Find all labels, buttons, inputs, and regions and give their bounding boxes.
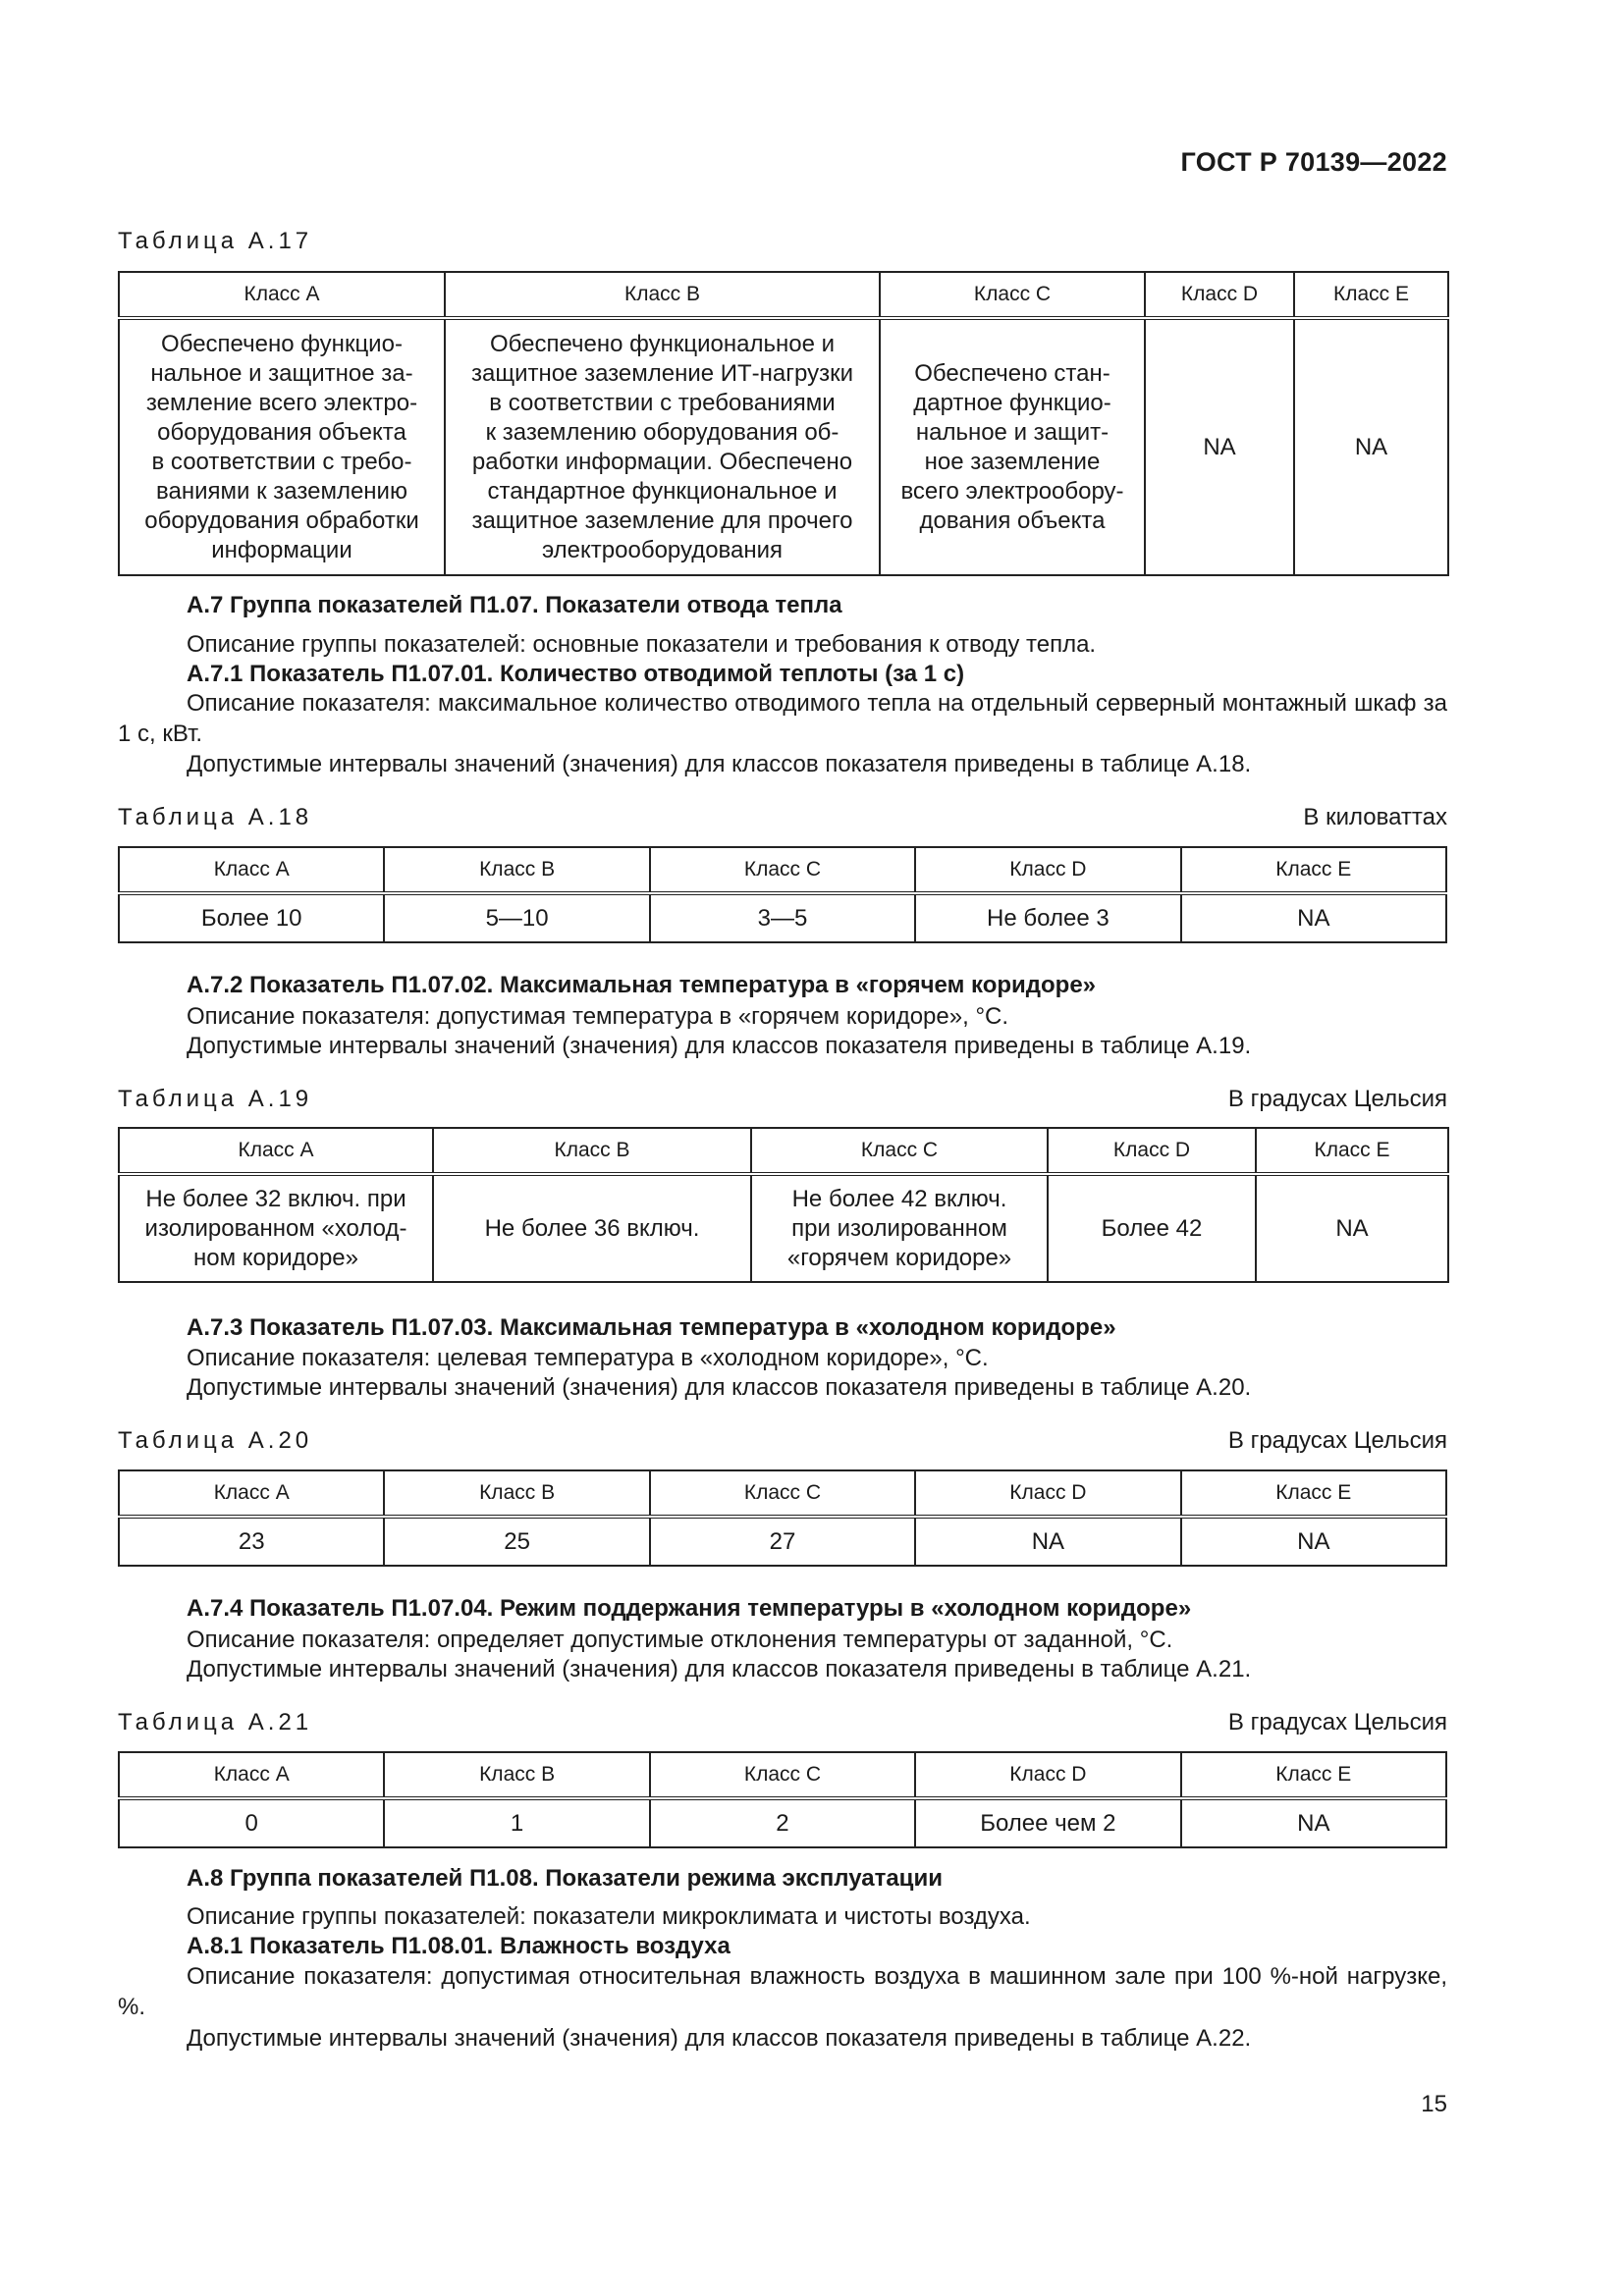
col-header: Класс E [1181, 847, 1446, 893]
table-cell: Не более 3 [915, 893, 1180, 942]
table-cell: Обеспечено функцио- нальное и защитное за- земление всего электро- оборудования объекта в соответствии с требо- ваниями к заземлению оборудования обработки информации [119, 318, 445, 575]
table-cell: Не более 32 включ. при изолированном «холод- ном коридоре» [119, 1174, 433, 1282]
col-header: Класс D [915, 847, 1180, 893]
table-a20-caption-row [118, 1427, 1447, 1455]
col-header: Класс B [445, 272, 880, 318]
col-header: Класс B [384, 1470, 649, 1517]
table-cell: 3—5 [650, 893, 915, 942]
col-header: Класс A [119, 1752, 384, 1798]
paragraph: Описание показателя: целевая температура в «холодном коридоре», °С. [187, 1345, 989, 1371]
table-caption: Таблица А.18 [118, 804, 313, 830]
table-unit: В градусах Цельсия [1227, 1086, 1447, 1112]
col-header: Класс B [384, 1752, 649, 1798]
col-header: Класс A [119, 272, 445, 318]
col-header: Класс E [1256, 1128, 1448, 1174]
paragraph: Допустимые интервалы значений (значения) для классов показателя приведены в таблице А.20. [187, 1374, 1252, 1401]
table-row [119, 1798, 1446, 1847]
section-title-a8: А.8 Группа показателей П1.08. Показатели режима эксплуатации [187, 1865, 943, 1892]
table-header-row [119, 847, 1446, 893]
table-a21-caption-row [118, 1709, 1447, 1736]
paragraph: Описание группы показателей: основные показатели и требования к отводу тепла. [187, 631, 1097, 658]
table-cell: NA [1181, 1798, 1446, 1847]
table-cell: 25 [384, 1517, 649, 1566]
table-cell: NA [1181, 893, 1446, 942]
table-cell: 1 [384, 1798, 649, 1847]
paragraph: Описание показателя: максимальное количество отводимого тепла на отдельный серверный монтажный шкаф за 1 с, кВт. [118, 690, 1447, 747]
table-caption: Таблица А.21 [118, 1709, 313, 1735]
col-header: Класс E [1181, 1752, 1446, 1798]
table-cell: 27 [650, 1517, 915, 1566]
table-a20 [118, 1469, 1447, 1567]
paragraph: Допустимые интервалы значений (значения) для классов показателя приведены в таблице А.19. [187, 1033, 1252, 1059]
page-number: 15 [1421, 2091, 1447, 2117]
col-header: Класс C [650, 1752, 915, 1798]
table-cell: NA [915, 1517, 1180, 1566]
table-cell: 23 [119, 1517, 384, 1566]
col-header: Класс A [119, 847, 384, 893]
col-header: Класс C [880, 272, 1145, 318]
section-title-a7-1: А.7.1 Показатель П1.07.01. Количество отводимой теплоты (за 1 с) [187, 661, 965, 687]
table-cell: NA [1145, 318, 1294, 575]
table-a18-caption-row [118, 804, 1447, 831]
table-unit: В градусах Цельсия [1227, 1427, 1447, 1454]
paragraph: Описание группы показателей: показатели микроклимата и чистоты воздуха. [187, 1903, 1031, 1930]
table-a21 [118, 1751, 1447, 1848]
col-header: Класс D [915, 1470, 1180, 1517]
table-caption: Таблица А.20 [118, 1427, 313, 1454]
table-cell: NA [1256, 1174, 1448, 1282]
table-caption: Таблица А.17 [118, 228, 313, 254]
table-cell: NA [1181, 1517, 1446, 1566]
paragraph: Описание показателя: определяет допустимые отклонения температуры от заданной, °С. [187, 1627, 1173, 1653]
col-header: Класс E [1294, 272, 1448, 318]
table-cell: Не более 36 включ. [433, 1174, 751, 1282]
table-unit: В киловаттах [1303, 804, 1447, 830]
table-cell: Обеспечено функциональное и защитное заземление ИТ-нагрузки в соответствии с требованиями к заземлению оборудования об- работки информации. Обеспечено стандартное функциональное и защитное заземление для прочего электрооборудования [445, 318, 880, 575]
table-row [119, 1517, 1446, 1566]
paragraph: Допустимые интервалы значений (значения) для классов показателя приведены в таблице А.21. [187, 1656, 1252, 1682]
table-cell: Более 42 [1048, 1174, 1256, 1282]
table-cell: Более 10 [119, 893, 384, 942]
col-header: Класс D [1048, 1128, 1256, 1174]
col-header: Класс B [384, 847, 649, 893]
paragraph: Описание показателя: допустимая относительная влажность воздуха в машинном зале при 100 %-ной нагрузке, %. [118, 1963, 1447, 2020]
section-title-a8-1: А.8.1 Показатель П1.08.01. Влажность воздуха [187, 1933, 731, 1959]
paragraph: Описание показателя: допустимая температура в «горячем коридоре», °С. [187, 1003, 1009, 1030]
section-title-a7-2: А.7.2 Показатель П1.07.02. Максимальная температура в «горячем коридоре» [187, 972, 1097, 998]
table-a18 [118, 846, 1447, 943]
table-row [119, 893, 1446, 942]
col-header: Класс C [751, 1128, 1048, 1174]
col-header: Класс A [119, 1128, 433, 1174]
table-a19 [118, 1127, 1449, 1283]
document-id: ГОСТ Р 70139—2022 [1180, 147, 1447, 177]
paragraph: Допустимые интервалы значений (значения) для классов показателя приведены в таблице А.18. [187, 751, 1252, 777]
table-cell: 2 [650, 1798, 915, 1847]
table-a17-caption-row [118, 228, 1447, 255]
table-cell: Обеспечено стан- дартное функцио- нальное и защит- ное заземление всего электрообору- дования объекта [880, 318, 1145, 575]
paragraph: Допустимые интервалы значений (значения) для классов показателя приведены в таблице А.22. [187, 2025, 1252, 2052]
table-unit: В градусах Цельсия [1227, 1709, 1447, 1735]
table-cell: NA [1294, 318, 1448, 575]
table-a19-caption-row [118, 1086, 1447, 1113]
col-header: Класс D [915, 1752, 1180, 1798]
table-a17 [118, 271, 1449, 576]
table-header-row [119, 1128, 1448, 1174]
table-row [119, 1174, 1448, 1282]
table-row [119, 318, 1448, 575]
section-title-a7-4: А.7.4 Показатель П1.07.04. Режим поддержания температуры в «холодном коридоре» [187, 1595, 1192, 1622]
table-caption: Таблица А.19 [118, 1086, 313, 1112]
table-cell: Не более 42 включ. при изолированном «горячем коридоре» [751, 1174, 1048, 1282]
table-header-row [119, 272, 1448, 318]
col-header: Класс D [1145, 272, 1294, 318]
col-header: Класс A [119, 1470, 384, 1517]
col-header: Класс C [650, 847, 915, 893]
table-header-row [119, 1752, 1446, 1798]
col-header: Класс B [433, 1128, 751, 1174]
col-header: Класс E [1181, 1470, 1446, 1517]
section-title-a7-3: А.7.3 Показатель П1.07.03. Максимальная температура в «холодном коридоре» [187, 1314, 1116, 1341]
col-header: Класс C [650, 1470, 915, 1517]
section-title-a7: А.7 Группа показателей П1.07. Показатели отвода тепла [187, 592, 842, 618]
table-header-row [119, 1470, 1446, 1517]
table-cell: 0 [119, 1798, 384, 1847]
table-cell: 5—10 [384, 893, 649, 942]
table-cell: Более чем 2 [915, 1798, 1180, 1847]
